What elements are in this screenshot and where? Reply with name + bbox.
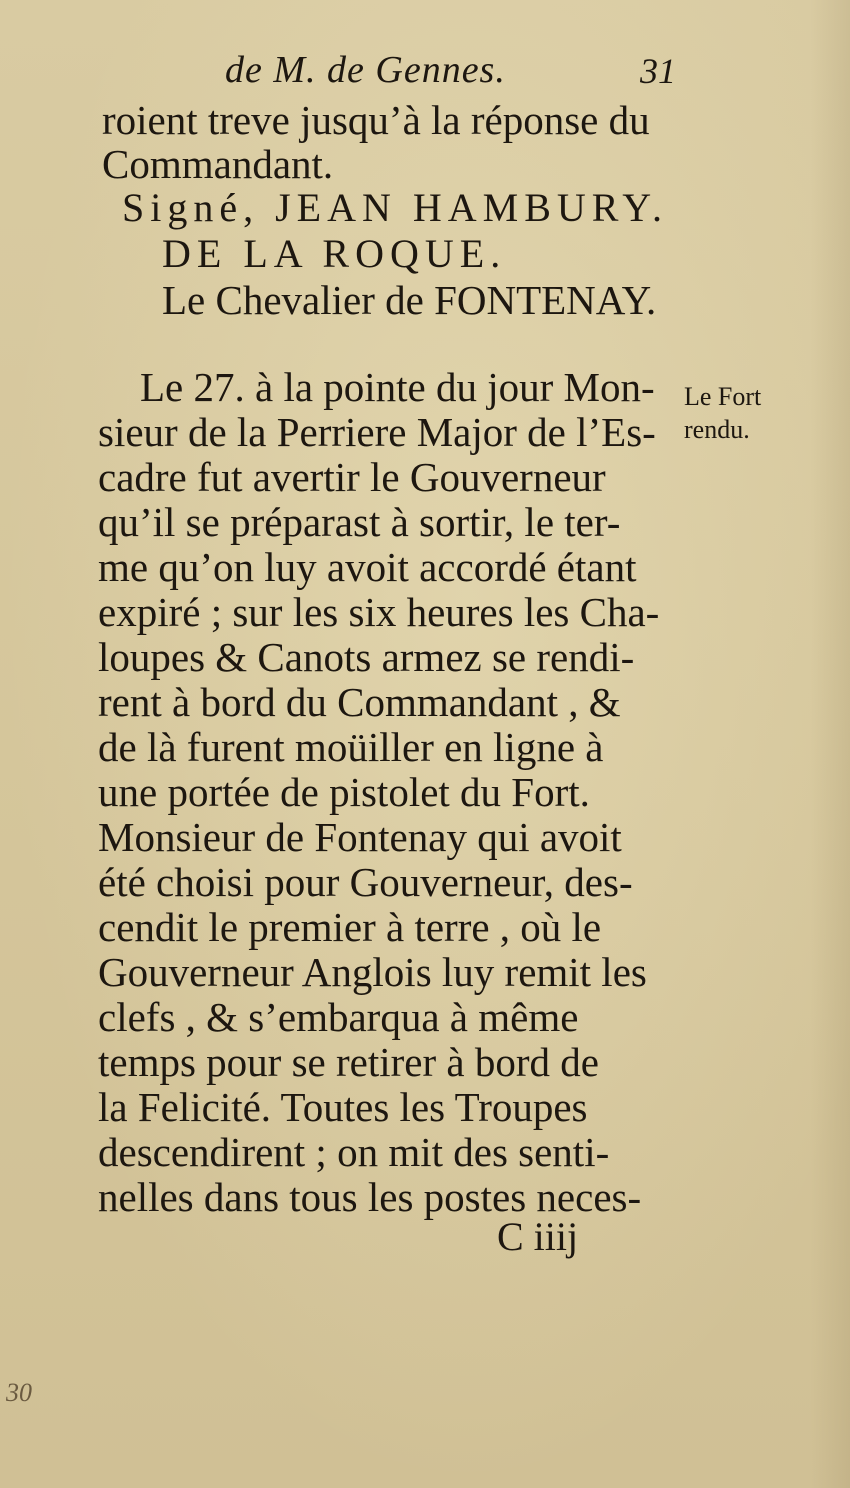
catchword-signature: C iiij: [497, 1214, 579, 1259]
paragraph-line: descendirent ; on mit des senti-: [98, 1129, 610, 1175]
paragraph-line: sieur de la Perriere Major de l’Es-: [98, 409, 656, 455]
text-line: Commandant.: [102, 141, 334, 187]
text-line: roient treve jusqu’à la réponse du: [102, 97, 650, 143]
paragraph-line: cendit le premier à terre , où le: [98, 904, 602, 950]
paragraph-line: la Felicité. Toutes les Troupes: [98, 1084, 588, 1130]
paragraph-line: été choisi pour Gouverneur, des-: [98, 859, 633, 905]
margin-note-line: rendu.: [684, 415, 750, 444]
paragraph-line: qu’il se préparast à sortir, le ter-: [98, 499, 621, 545]
paragraph-line: cadre fut avertir le Gouverneur: [98, 454, 606, 500]
running-title: de M. de Gennes.: [225, 49, 506, 91]
paragraph-line: clefs , & s’embarqua à même: [98, 994, 579, 1040]
paragraph-line: me qu’on luy avoit accordé étant: [98, 544, 637, 590]
paragraph-line: Le 27. à la pointe du jour Mon-: [140, 364, 655, 410]
margin-ink-note: 30: [6, 1378, 32, 1407]
signature-fontenay: Le Chevalier de FONTENAY.: [162, 277, 657, 323]
margin-note-line: Le Fort: [684, 382, 762, 411]
paragraph-line: Gouverneur Anglois luy remit les: [98, 949, 647, 995]
paragraph-line: nelles dans tous les postes neces-: [98, 1174, 642, 1220]
paragraph-line: temps pour se retirer à bord de: [98, 1039, 599, 1085]
paragraph-line: de là furent moüiller en ligne à: [98, 724, 604, 770]
page-number: 31: [640, 51, 676, 91]
signature-de-la-roque: DE LA ROQUE.: [162, 231, 507, 276]
paragraph-line: Monsieur de Fontenay qui avoit: [98, 814, 622, 860]
paragraph-line: loupes & Canots armez se rendi-: [98, 634, 635, 680]
paragraph-line: expiré ; sur les six heures les Cha-: [98, 589, 660, 635]
paragraph-line: rent à bord du Commandant , &: [98, 679, 621, 725]
paragraph-line: une portée de pistolet du Fort.: [98, 769, 590, 815]
signature-hambury: Signé, JEAN HAMBURY.: [122, 185, 668, 230]
